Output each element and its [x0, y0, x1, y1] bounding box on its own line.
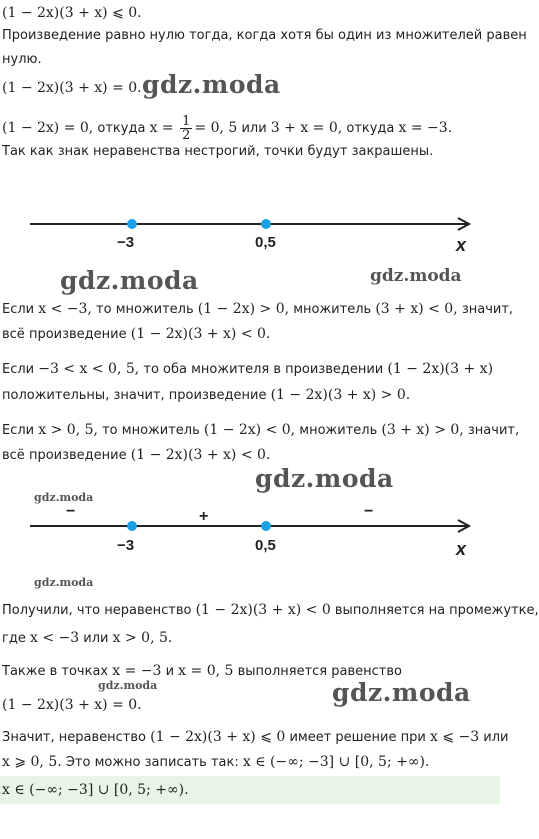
math-expression: (1 − 2x) = 0,: [2, 120, 94, 136]
math-expression: (1 − 2x) < 0,: [203, 422, 296, 438]
watermark: gdz.moda: [332, 678, 471, 707]
axis-label-x: x: [456, 235, 467, 255]
watermark: gdz.moda: [34, 576, 94, 589]
math-expression: (3 + x) > 0,: [381, 422, 464, 438]
fraction-denominator: 2: [182, 128, 191, 143]
text: где: [2, 631, 26, 646]
fraction: [180, 115, 192, 142]
text: то оба множителя в произведении: [143, 362, 384, 377]
math-expression: (1 − 2x)(3 + x): [387, 361, 494, 377]
text-line: [2, 386, 496, 405]
text: Если: [2, 362, 35, 377]
math-expression: (3 + x) < 0,: [375, 301, 458, 317]
text: Это можно записать так:: [65, 755, 239, 770]
text: Если: [2, 423, 35, 438]
text: всё произведение: [2, 448, 127, 463]
math-expression: x < −3,: [38, 301, 92, 317]
math-expression: x < −3: [29, 630, 80, 646]
math-expression: x ⩽ −3: [429, 729, 480, 745]
watermark: gdz.moda: [370, 266, 462, 286]
math-expression: x > 0, 5.: [112, 630, 173, 646]
text: то множитель: [96, 302, 194, 317]
text-line: [2, 27, 527, 45]
point-label: −3: [117, 537, 135, 554]
text-line: [2, 421, 520, 440]
math-expression: (1 − 2x) > 0,: [197, 301, 290, 317]
math-expression: x = 0, 5: [178, 663, 234, 679]
text-line: [2, 728, 509, 747]
watermark: gdz.moda: [255, 464, 394, 493]
text: Если: [2, 302, 35, 317]
point-label: 0,5: [255, 537, 276, 554]
math-expression: x ∈ (−∞; −3] ∪ [0, 5; +∞).: [242, 754, 430, 770]
text: Также в точках: [2, 664, 109, 679]
sign-plus: +: [199, 508, 209, 525]
watermark: gdz.moda: [98, 679, 158, 692]
sign-minus-right: −: [364, 503, 374, 520]
answer-line: [2, 781, 496, 800]
math-expression: (1 − 2x)(3 + x) < 0: [195, 602, 331, 618]
point-label: −3: [117, 234, 135, 251]
number-line-1: [0, 205, 500, 260]
text: Так как знак неравенства нестрогий, точки будут закрашены.: [2, 144, 434, 159]
math-expression: 3 + x = 0,: [270, 120, 343, 136]
fraction-numerator: 1: [182, 114, 191, 129]
text: и: [165, 664, 175, 679]
math-expression: x > 0, 5,: [38, 422, 98, 438]
point-0-5: [261, 219, 271, 229]
text: всё произведение: [2, 327, 127, 342]
text: выполняется на промежутке,: [334, 603, 539, 618]
math-expression: x = −3.: [398, 120, 453, 136]
watermark: gdz.moda: [34, 491, 94, 504]
text: множитель: [299, 423, 378, 438]
text: значит,: [467, 423, 520, 438]
text: Произведение равно нулю тогда, когда хотя бы один из множителей равен: [2, 28, 527, 43]
math-expression: x =: [149, 120, 179, 136]
point-label: 0,5: [255, 234, 276, 251]
math-expression: −3 < x < 0, 5,: [38, 361, 140, 377]
text-line: [2, 51, 496, 69]
text-line: [2, 446, 496, 465]
math-expression: (1 − 2x)(3 + x) < 0.: [130, 326, 271, 342]
text: множитель: [293, 302, 372, 317]
text-line: [2, 629, 496, 648]
text: то множитель: [102, 423, 200, 438]
math-expression: (1 − 2x)(3 + x) < 0.: [130, 447, 271, 463]
text-line: [2, 300, 514, 319]
solution-line: [2, 115, 496, 142]
point-minus-3: [127, 521, 137, 531]
text-line: [2, 601, 539, 620]
math-expression: (1 − 2x)(3 + x) ⩽ 0.: [2, 5, 142, 21]
text: имеет решение при: [289, 730, 426, 745]
math-expression: x ⩾ 0, 5.: [2, 754, 62, 770]
text: или: [83, 631, 109, 646]
text-line: [2, 360, 496, 379]
text: Получили, что неравенство: [2, 603, 192, 618]
text-line: [2, 143, 496, 161]
watermark: gdz.moda: [142, 70, 281, 99]
answer-expression: x ∈ (−∞; −3] ∪ [0, 5; +∞).: [2, 782, 189, 798]
axis-label-x: x: [456, 539, 467, 559]
math-expression: (1 − 2x)(3 + x) = 0.: [2, 697, 142, 713]
watermark: gdz.moda: [60, 266, 199, 295]
inequality-line: [2, 4, 496, 23]
number-line-2: [0, 500, 500, 560]
point-0-5: [261, 521, 271, 531]
text: выполняется равенство: [237, 664, 402, 679]
math-expression: (1 − 2x)(3 + x) > 0.: [270, 387, 411, 403]
text: Значит, неравенство: [2, 730, 146, 745]
sign-minus-left: −: [66, 503, 76, 520]
point-minus-3: [127, 219, 137, 229]
text: значит,: [461, 302, 514, 317]
text: откуда: [346, 121, 395, 136]
answer-box: [0, 776, 500, 804]
text: положительны, значит, произведение: [2, 388, 267, 403]
math-expression: (1 − 2x)(3 + x) ⩽ 0: [150, 729, 286, 745]
text: откуда: [97, 121, 146, 136]
text: нулю.: [2, 52, 42, 67]
math-expression: x = −3: [112, 663, 162, 679]
text: или: [241, 121, 267, 136]
text-line: [2, 325, 496, 344]
text-line: [2, 753, 496, 772]
text: или: [483, 730, 509, 745]
math-expression: (1 − 2x)(3 + x) = 0.: [2, 80, 142, 96]
math-expression: = 0, 5: [194, 120, 238, 136]
